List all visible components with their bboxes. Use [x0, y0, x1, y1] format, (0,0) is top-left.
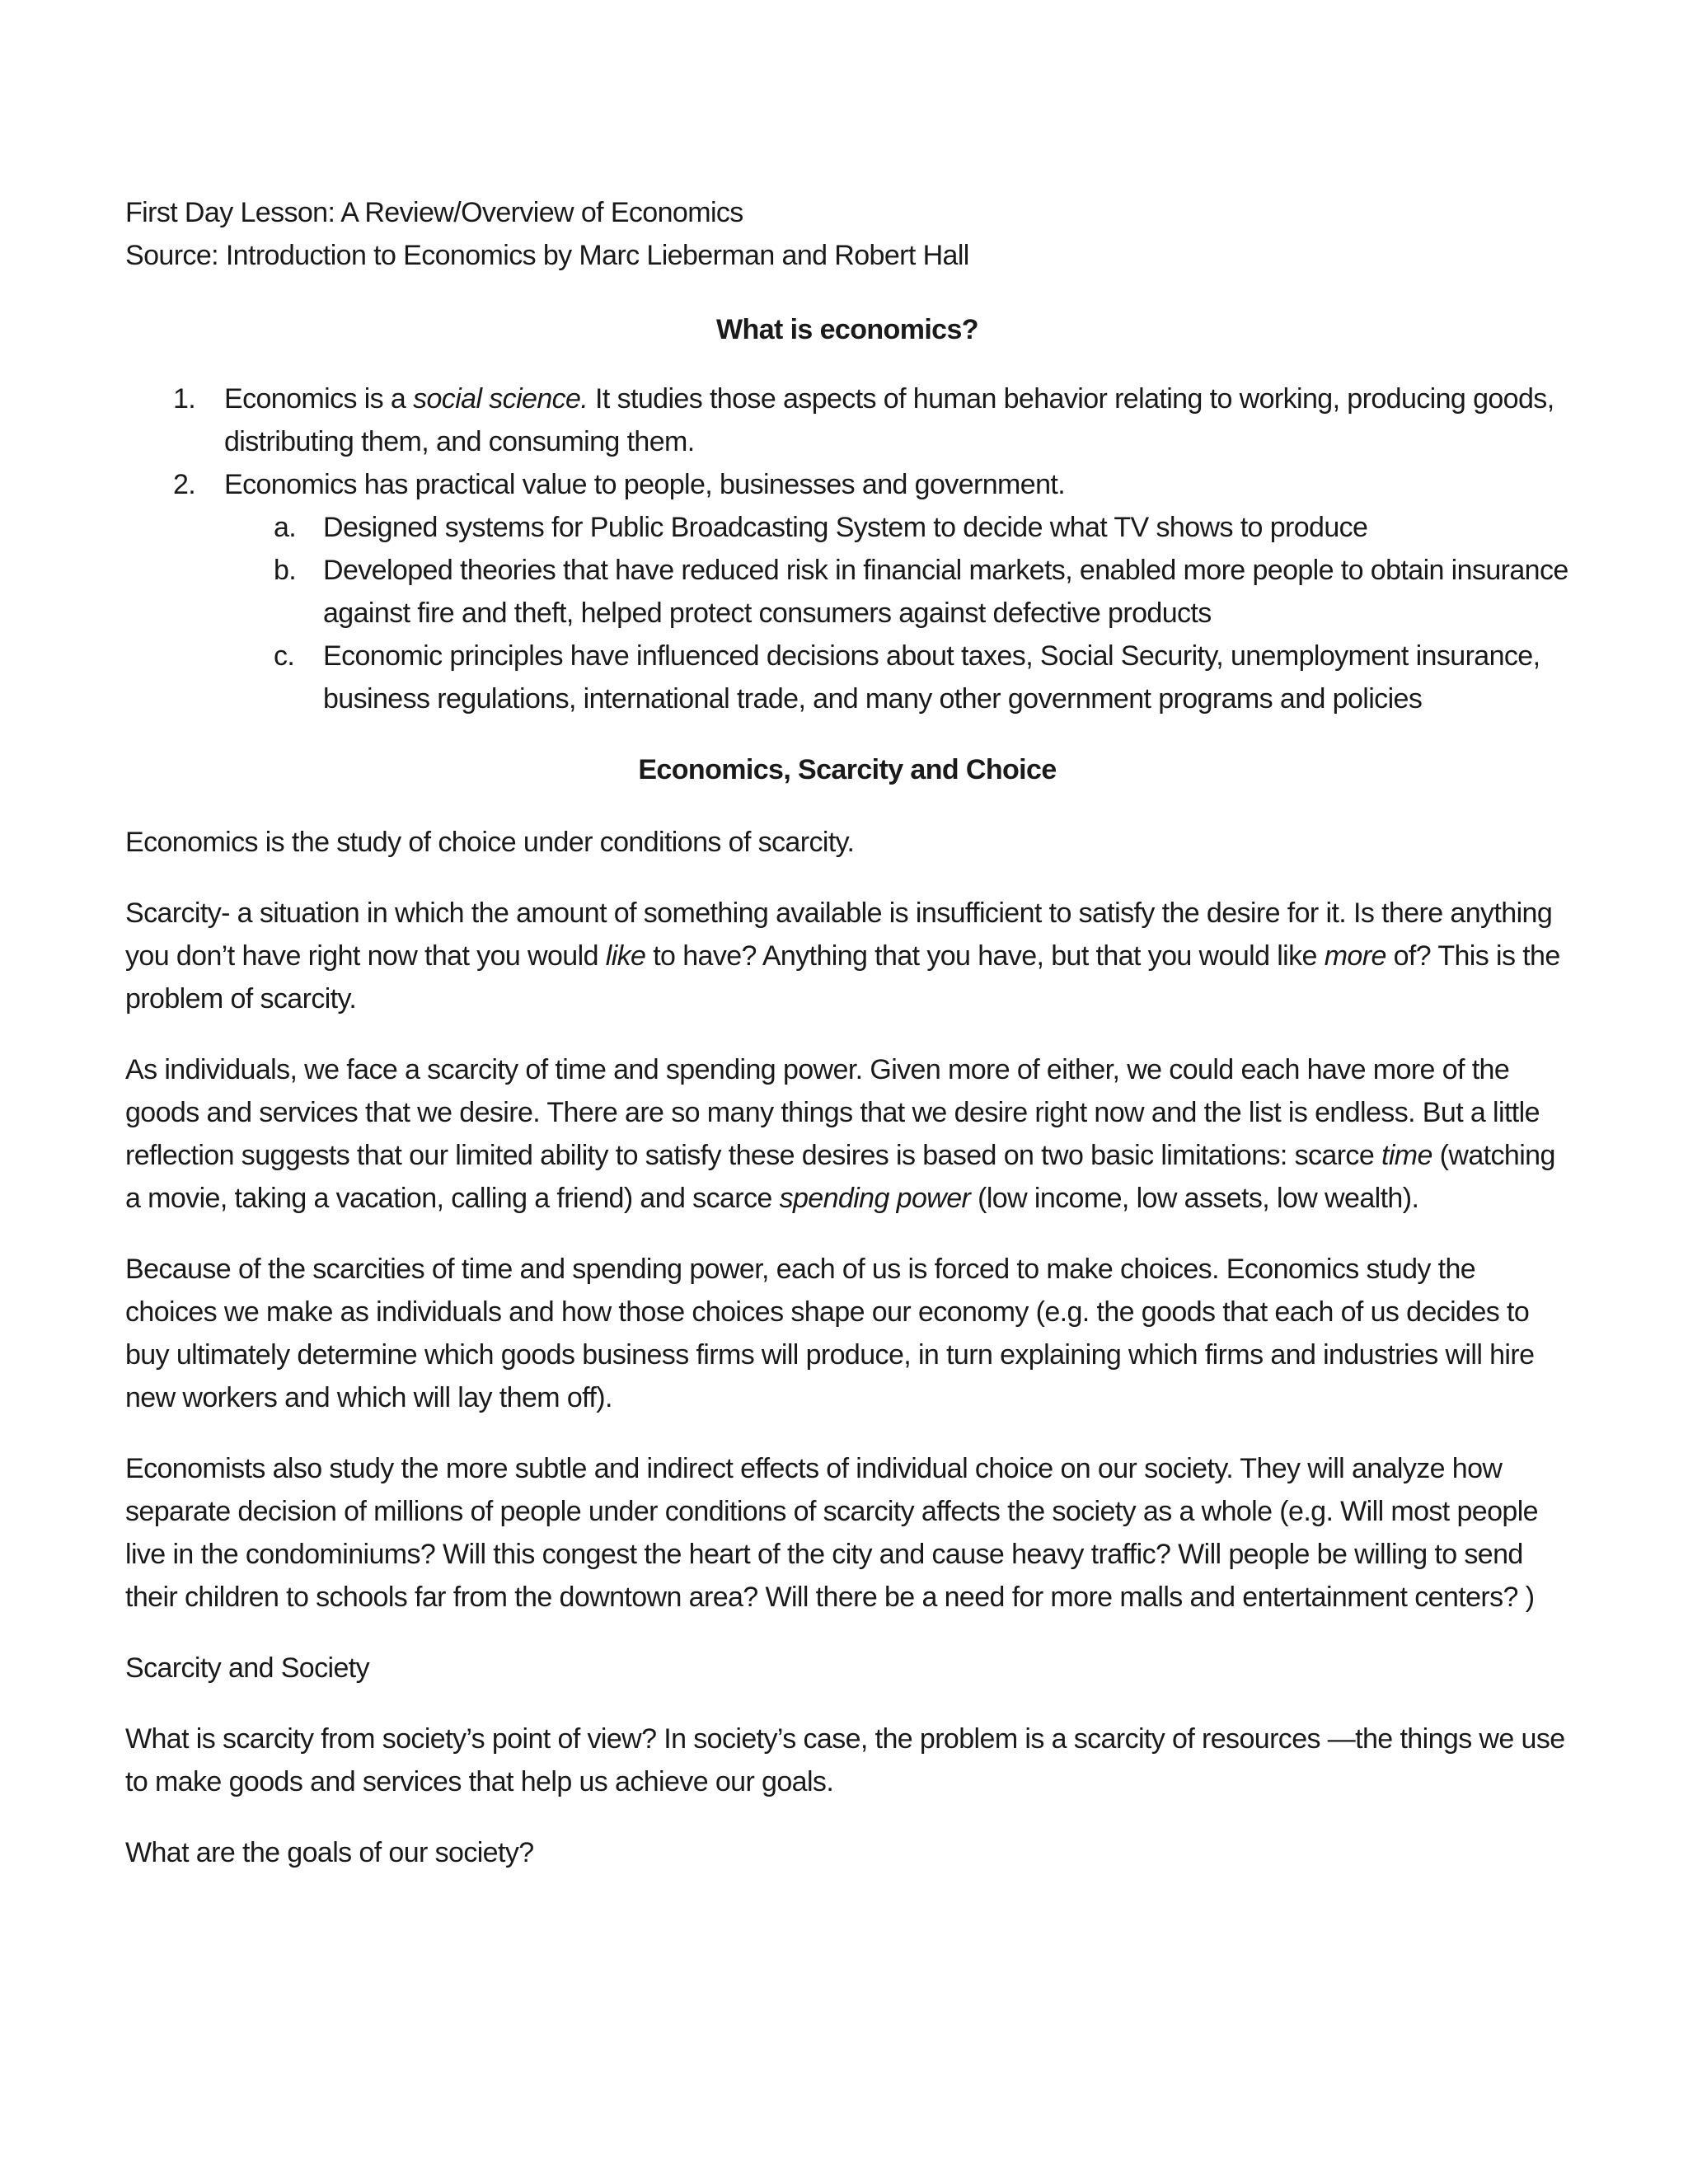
text-run: (watching a movie, taking a vacation, calling a friend) and scarce [125, 1140, 1555, 1214]
text-run-italic: spending power [779, 1183, 971, 1214]
source-line: Source: Introduction to Economics by Marc Lieberman and Robert Hall [125, 240, 969, 271]
text-run-italic: time [1381, 1140, 1432, 1171]
lettered-sublist [224, 506, 1569, 720]
sublist-letter: a. [274, 512, 297, 543]
text-run: (low income, low assets, low wealth). [970, 1183, 1419, 1214]
list-number: 1. [173, 383, 196, 415]
sublist-letter: c. [274, 640, 295, 672]
section-heading-scarcity-choice: Economics, Scarcity and Choice [638, 754, 1057, 785]
list-item-2 [125, 463, 1569, 720]
text-run-italic: more [1324, 940, 1386, 972]
sublist-item-a [224, 506, 1569, 549]
paragraph-society-view: What is scarcity from society’s point of view? In society’s case, the problem is a scarcity of resources —the things we use to make goods and services that help us achieve our goals. [125, 1723, 1565, 1797]
document-page [125, 191, 1569, 1874]
paragraph-goals-question: What are the goals of our society? [125, 1837, 534, 1868]
paragraph-definition: Economics is the study of choice under conditions of scarcity. [125, 827, 855, 858]
list-text: Economics has practical value to people, businesses and government. [224, 469, 1066, 500]
list-text: It studies those aspects of human behavior relating to working, producing goods, distributing them, and consuming them. [224, 383, 1554, 457]
sublist-letter: b. [274, 555, 297, 586]
sublist-text: Developed theories that have reduced risk in financial markets, enabled more people to obtain insurance against fire and theft, helped protect consumers against defective products [323, 555, 1568, 629]
sublist-text: Economic principles have influenced decisions about taxes, Social Security, unemployment insurance, business regulations, international trade, and many other government programs and policies [323, 640, 1540, 715]
text-run: of? This is the problem of scarcity. [125, 940, 1560, 1015]
text-run: to have? Anything that you have, but that you would like [645, 940, 1325, 972]
paragraph-economists: Economists also study the more subtle and indirect effects of individual choice on our society. They will analyze how separate decision of millions of people under conditions of scarcity affects the society as a whole (e.g. Will most people live in the condominiums? Will this congest the heart of the city and cause heavy traffic? Will people be willing to send their children to schools far from the downtown area? Will there be a need for more malls and entertainment centers? ) [125, 1453, 1538, 1613]
sublist-item-b [224, 549, 1569, 635]
text-run: Scarcity- a situation in which the amount of something available is insufficient to satisfy the desire for it. Is there anything you don’t have right now that you would [125, 898, 1553, 972]
paragraph-individuals [125, 1048, 1569, 1220]
paragraph-choices: Because of the scarcities of time and spending power, each of us is forced to make choices. Economics study the choices we make as individuals and how those choices shape our economy (e.g. the goods that each of us decides to buy ultimately determine which goods business firms will produce, in turn explaining which firms and industries will hire new workers and which will lay them off). [125, 1254, 1535, 1413]
text-run-italic: like [605, 940, 646, 972]
numbered-list [125, 377, 1569, 720]
sublist-text: Designed systems for Public Broadcasting System to decide what TV shows to produce [323, 512, 1368, 543]
text-run: As individuals, we face a scarcity of time and spending power. Given more of either, we could each have more of the goods and services that we desire. There are so many things that we desire right now and the list is endless. But a little reflection suggests that our limited ability to satisfy these desires is based on two basic limitations: scarce [125, 1054, 1540, 1171]
subheading-scarcity-society: Scarcity and Society [125, 1652, 370, 1684]
lesson-title: First Day Lesson: A Review/Overview of Economics [125, 197, 743, 228]
list-text-italic: social science. [413, 383, 588, 415]
list-text: Economics is a [224, 383, 414, 415]
sublist-item-c [224, 635, 1569, 720]
list-item-1 [125, 377, 1569, 463]
paragraph-scarcity [125, 892, 1569, 1020]
section-heading-what-is-economics: What is economics? [716, 314, 978, 345]
list-number: 2. [173, 469, 196, 500]
